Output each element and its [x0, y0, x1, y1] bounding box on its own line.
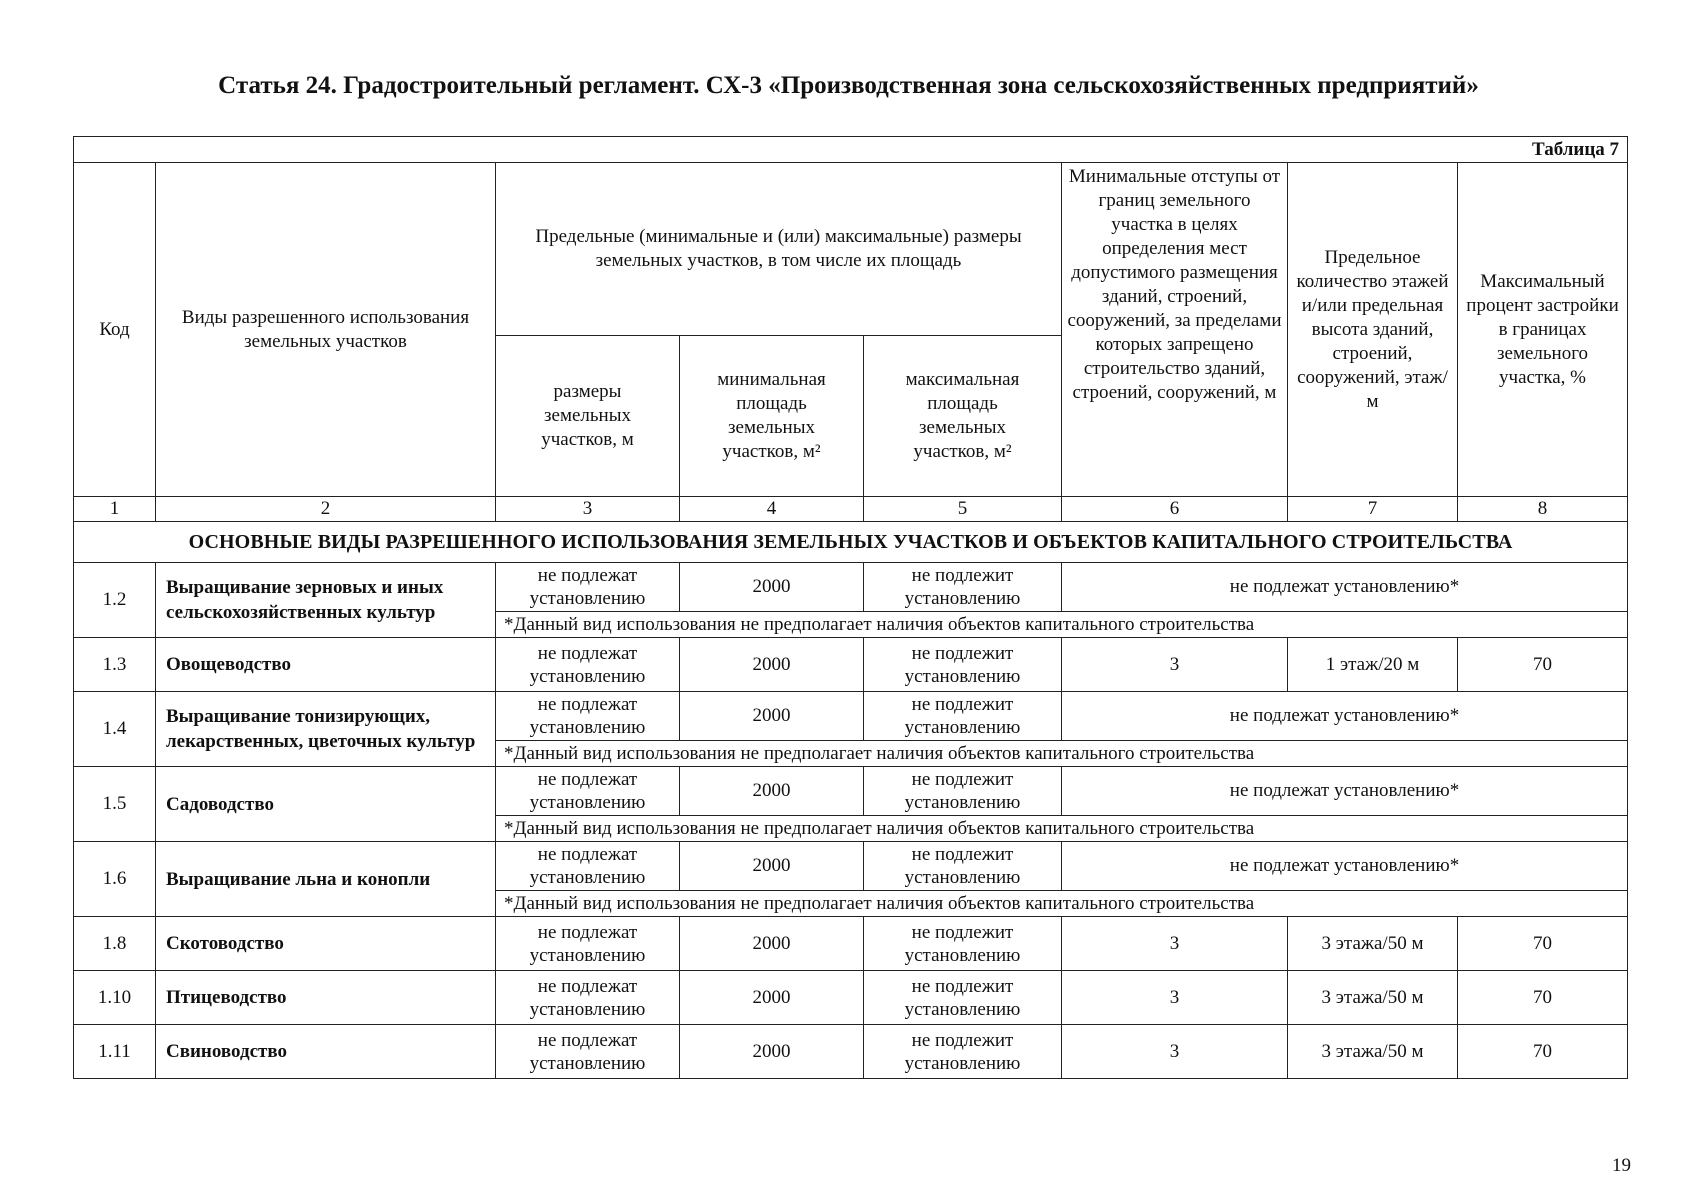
row-note: *Данный вид использования не предполагает наличия объектов капитального строительства — [496, 612, 1628, 638]
row-setback: 3 — [1062, 971, 1288, 1025]
row-not-established: не подлежат установлению* — [1062, 563, 1628, 612]
row-note: *Данный вид использования не предполагает наличия объектов капитального строительства — [496, 891, 1628, 917]
row-not-established: не подлежат установлению* — [1062, 692, 1628, 741]
header-setbacks: Минимальные отступы от границ земельного участка в целях определения мест допустимого размещения зданий, строений, сооружений, за пределами которых запрещено строительство зданий, строений, сооружений, м — [1062, 163, 1288, 497]
row-max-area: не подлежит установлению — [864, 1025, 1062, 1079]
row-coverage: 70 — [1458, 917, 1628, 971]
row-plot-size: не подлежат установлению — [496, 971, 680, 1025]
row-max-area: не подлежит установлению — [864, 842, 1062, 891]
header-min-area: минимальная площадь земельных участков, м² — [680, 336, 864, 497]
row-plot-size: не подлежат установлению — [496, 638, 680, 692]
column-number: 5 — [864, 497, 1062, 522]
column-number: 2 — [156, 497, 496, 522]
column-number: 3 — [496, 497, 680, 522]
section-title: ОСНОВНЫЕ ВИДЫ РАЗРЕШЕННОГО ИСПОЛЬЗОВАНИЯ ЗЕМЕЛЬНЫХ УЧАСТКОВ И ОБЪЕКТОВ КАПИТАЛЬНОГО СТРОИТЕЛЬСТВА — [74, 522, 1628, 563]
row-min-area: 2000 — [680, 971, 864, 1025]
column-number: 4 — [680, 497, 864, 522]
row-code: 1.5 — [74, 767, 156, 842]
row-code: 1.11 — [74, 1025, 156, 1079]
table-row — [74, 767, 1628, 816]
row-note: *Данный вид использования не предполагает наличия объектов капитального строительства — [496, 741, 1628, 767]
row-use-type: Свиноводство — [156, 1025, 496, 1079]
row-plot-size: не подлежат установлению — [496, 692, 680, 741]
row-code: 1.10 — [74, 971, 156, 1025]
row-min-area: 2000 — [680, 917, 864, 971]
row-use-type: Выращивание тонизирующих, лекарственных, цветочных культур — [156, 692, 496, 767]
row-not-established: не подлежат установлению* — [1062, 842, 1628, 891]
table-row — [74, 638, 1628, 692]
row-plot-size: не подлежат установлению — [496, 767, 680, 816]
row-code: 1.6 — [74, 842, 156, 917]
row-floors: 3 этажа/50 м — [1288, 917, 1458, 971]
header-code: Код — [74, 163, 156, 497]
table-row — [74, 842, 1628, 891]
row-coverage: 70 — [1458, 971, 1628, 1025]
row-min-area: 2000 — [680, 638, 864, 692]
column-numbers-row — [74, 497, 1628, 522]
table-row — [74, 971, 1628, 1025]
header-size-group: Предельные (минимальные и (или) максимальные) размеры земельных участков, в том числе их площадь — [496, 163, 1062, 336]
row-floors: 3 этажа/50 м — [1288, 971, 1458, 1025]
page-title: Статья 24. Градостроительный регламент. СХ-3 «Производственная зона сельскохозяйственных предприятий» — [218, 72, 1479, 99]
row-plot-size: не подлежат установлению — [496, 842, 680, 891]
header-max-area: максимальная площадь земельных участков, м² — [864, 336, 1062, 497]
table-row — [74, 692, 1628, 741]
row-use-type: Выращивание зерновых и иных сельскохозяйственных культур — [156, 563, 496, 638]
row-note: *Данный вид использования не предполагает наличия объектов капитального строительства — [496, 816, 1628, 842]
row-use-type: Скотоводство — [156, 917, 496, 971]
header-types: Виды разрешенного использования земельных участков — [156, 163, 496, 497]
row-min-area: 2000 — [680, 842, 864, 891]
row-min-area: 2000 — [680, 767, 864, 816]
page-number: 19 — [1612, 1155, 1631, 1176]
row-max-area: не подлежит установлению — [864, 563, 1062, 612]
row-min-area: 2000 — [680, 1025, 864, 1079]
row-max-area: не подлежит установлению — [864, 917, 1062, 971]
row-setback: 3 — [1062, 1025, 1288, 1079]
column-number: 6 — [1062, 497, 1288, 522]
row-use-type: Садоводство — [156, 767, 496, 842]
row-min-area: 2000 — [680, 692, 864, 741]
row-coverage: 70 — [1458, 1025, 1628, 1079]
row-setback: 3 — [1062, 917, 1288, 971]
regulation-table — [73, 136, 1628, 1079]
row-max-area: не подлежит установлению — [864, 638, 1062, 692]
row-use-type: Овощеводство — [156, 638, 496, 692]
table-label: Таблица 7 — [74, 137, 1628, 163]
row-code: 1.8 — [74, 917, 156, 971]
row-coverage: 70 — [1458, 638, 1628, 692]
row-use-type: Птицеводство — [156, 971, 496, 1025]
row-max-area: не подлежит установлению — [864, 767, 1062, 816]
row-min-area: 2000 — [680, 563, 864, 612]
table-row — [74, 1025, 1628, 1079]
row-code: 1.4 — [74, 692, 156, 767]
row-not-established: не подлежат установлению* — [1062, 767, 1628, 816]
header-sizes: размеры земельных участков, м — [496, 336, 680, 497]
header-floors: Предельное количество этажей и/или предельная высота зданий, строений, сооружений, этаж/м — [1288, 163, 1458, 497]
column-number: 1 — [74, 497, 156, 522]
row-floors: 3 этажа/50 м — [1288, 1025, 1458, 1079]
row-setback: 3 — [1062, 638, 1288, 692]
row-floors: 1 этаж/20 м — [1288, 638, 1458, 692]
row-plot-size: не подлежат установлению — [496, 1025, 680, 1079]
row-max-area: не подлежит установлению — [864, 692, 1062, 741]
row-code: 1.3 — [74, 638, 156, 692]
table-row — [74, 917, 1628, 971]
row-plot-size: не подлежат установлению — [496, 563, 680, 612]
table-row — [74, 563, 1628, 612]
row-code: 1.2 — [74, 563, 156, 638]
row-use-type: Выращивание льна и конопли — [156, 842, 496, 917]
row-max-area: не подлежит установлению — [864, 971, 1062, 1025]
column-number: 7 — [1288, 497, 1458, 522]
row-plot-size: не подлежат установлению — [496, 917, 680, 971]
column-number: 8 — [1458, 497, 1628, 522]
header-coverage: Максимальный процент застройки в границах земельного участка, % — [1458, 163, 1628, 497]
